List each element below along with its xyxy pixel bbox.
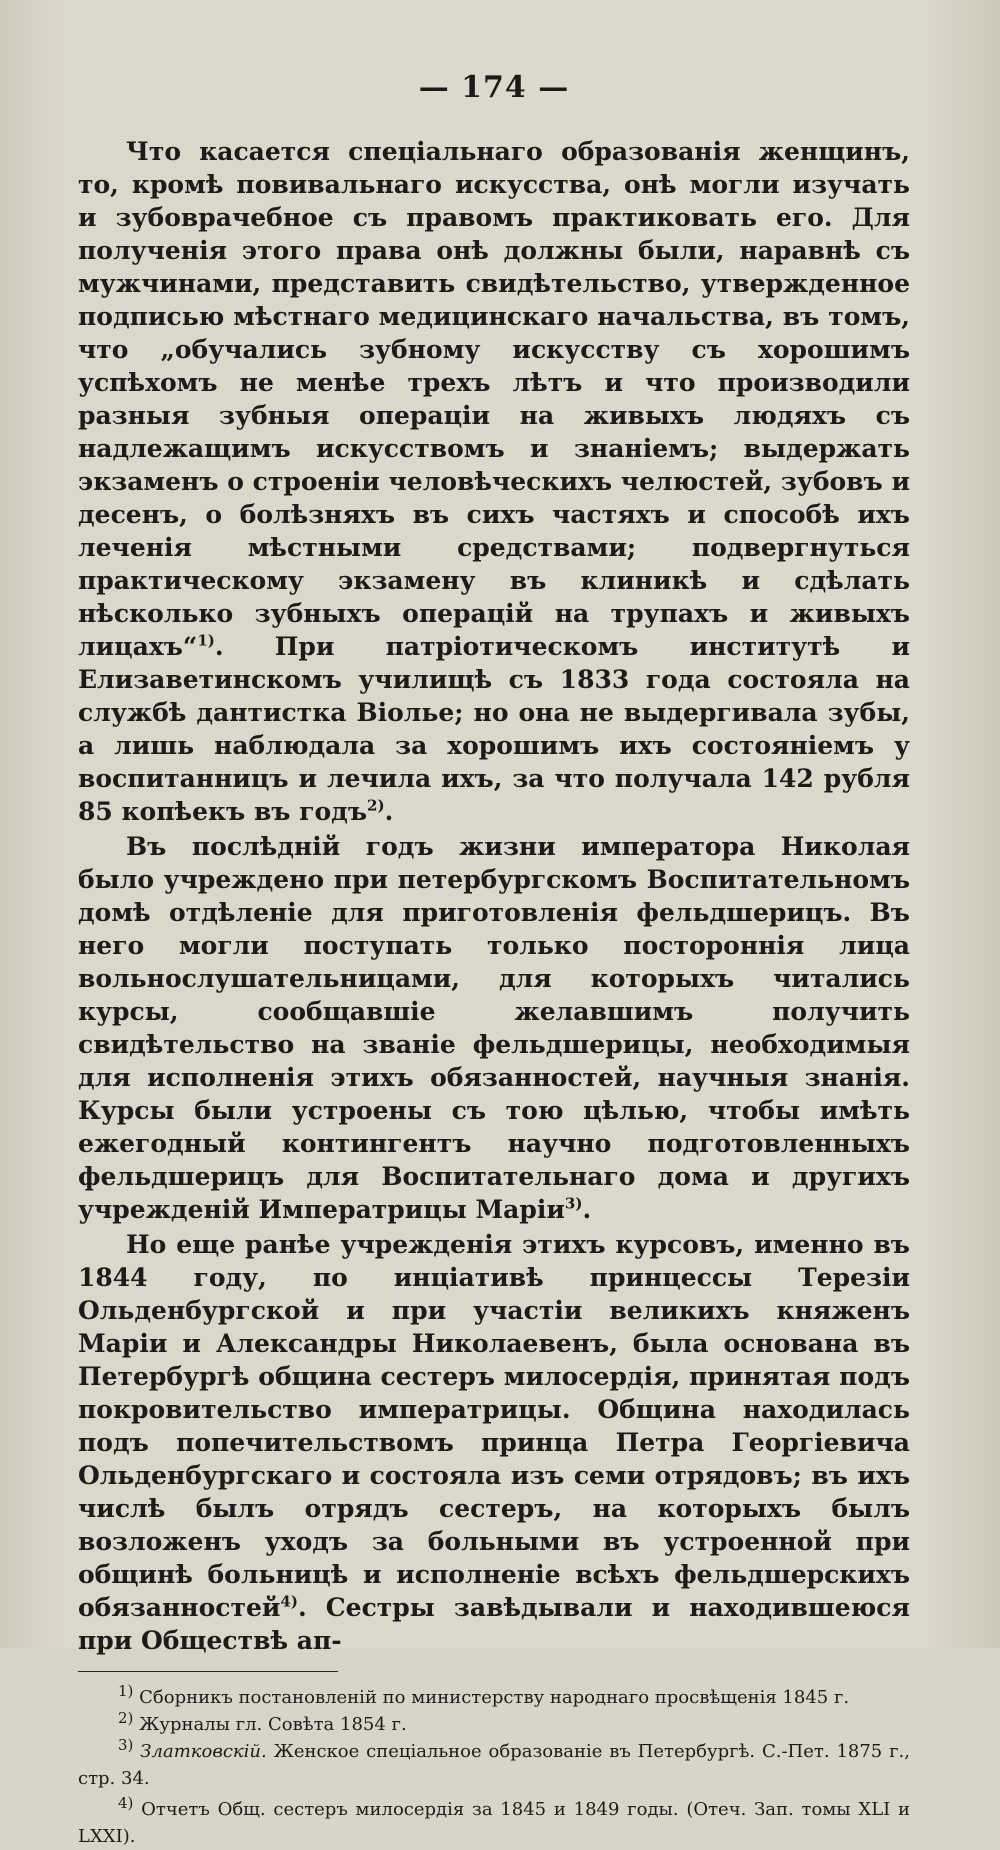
footnotes <box>78 1684 910 1850</box>
text-run: . <box>384 797 394 826</box>
footnote-3 <box>78 1738 910 1792</box>
text-run: . <box>582 1195 592 1224</box>
footnote-text: Журналы гл. Совѣта 1854 г. <box>133 1714 407 1735</box>
footnote-ref-3: 3) <box>564 1194 583 1213</box>
footnote-mark: 2) <box>118 1709 134 1727</box>
footnote-text: Сборникъ постановленій по министерству народнаго просвѣщенія 1845 г. <box>133 1687 850 1708</box>
paragraph-2 <box>78 830 910 1226</box>
footnote-text: Отчетъ Общ. сестеръ милосердія за 1845 и 1849 годы. (Отеч. Зап. томы XLI и LXXI). <box>78 1799 910 1847</box>
footnote-1 <box>78 1684 910 1711</box>
text-run: Но еще ранѣе учрежденія этихъ курсовъ, именно въ 1844 году, по инціативѣ принцессы Терезіи Ольденбургской и при участіи великихъ княженъ Маріи и Александры Николаевенъ, была основана въ Петербургѣ община сестеръ милосердія, принятая подъ покровительство императрицы. Община находилась подъ попечительствомъ принца Петра Георгіевича Ольденбургскаго и состояла изъ семи отрядовъ; въ ихъ числѣ былъ отрядъ сестеръ, на которыхъ былъ возложенъ уходъ за больными въ устроенной при общинѣ больницѣ и исполненіе всѣхъ фельдшерскихъ обязанностей <box>78 1230 910 1622</box>
footnote-mark: 3) <box>118 1736 134 1754</box>
footnote-4 <box>78 1796 910 1850</box>
footnote-author: Златковскій. <box>140 1741 267 1762</box>
footnote-divider <box>78 1671 338 1672</box>
text-run: . Сестры завѣдывали и находившеюся при Обществѣ ап- <box>78 1593 910 1655</box>
paragraph-1 <box>78 135 910 828</box>
footnote-text: Женское спеціальное образованіе въ Петербургѣ. С.-Пет. 1875 г., стр. 34. <box>78 1741 910 1789</box>
page-number: — 174 — <box>418 70 570 105</box>
paragraph-3 <box>78 1228 910 1657</box>
text-run: Въ послѣдній годъ жизни императора Николая было учреждено при петербургскомъ Воспитательномъ домѣ отдѣленіе для приготовленія фельдшерицъ. Въ него могли поступать только постороннія лица вольнослушательницами, для которыхъ читались курсы, сообщавшіе желавшимъ получить свидѣтельство на званіе фельдшерицы, необходимыя для исполненія этихъ обязанностей, научныя знанія. Курсы были устроены съ тою цѣлью, чтобы имѣть ежегодный контингентъ научно подготовленныхъ фельдшерицъ для Воспитательнаго дома и другихъ учрежденій Императрицы Маріи <box>78 832 910 1224</box>
footnote-mark: 1) <box>118 1682 134 1700</box>
footnote-ref-4: 4) <box>280 1592 298 1611</box>
text-run: . При патріотическомъ институтѣ и Елизаветинскомъ училищѣ съ 1833 года состояла на службѣ дантистка Віолье; но она не выдергивала зубы, а лишь наблюдала за хорошимъ ихъ состояніемъ у воспитанницъ и лечила ихъ, за что получала 142 рубля 85 копѣекъ въ годъ <box>78 632 910 826</box>
footnote-mark: 4) <box>118 1794 134 1812</box>
text-run: Что касается спеціальнаго образованія женщинъ, то, кромѣ повивальнаго искусства, онѣ могли изучать и зубоврачебное съ правомъ практиковать его. Для полученія этого права онѣ должны были, наравнѣ съ мужчинами, представить свидѣтельство, утвержденное подписью мѣстнаго медицинскаго начальства, въ томъ, что „обучались зубному искусству съ хорошимъ успѣхомъ не менѣе трехъ лѣтъ и что производили разныя зубныя операціи на живыхъ людяхъ съ надлежащимъ искусствомъ и знаніемъ; выдержать экзаменъ о строеніи человѣческихъ челюстей, зубовъ и десенъ, о болѣзняхъ въ сихъ частяхъ и способѣ ихъ леченія мѣстными средствами; подвергнуться практическому экзамену въ клиникѣ и сдѣлать нѣсколько зубныхъ операцій на трупахъ и живыхъ лицахъ“ <box>78 137 910 661</box>
footnote-ref-2: 2) <box>367 796 385 815</box>
main-text <box>78 135 910 1657</box>
footnote-2 <box>78 1711 910 1738</box>
footnote-ref-1: 1) <box>197 631 215 650</box>
